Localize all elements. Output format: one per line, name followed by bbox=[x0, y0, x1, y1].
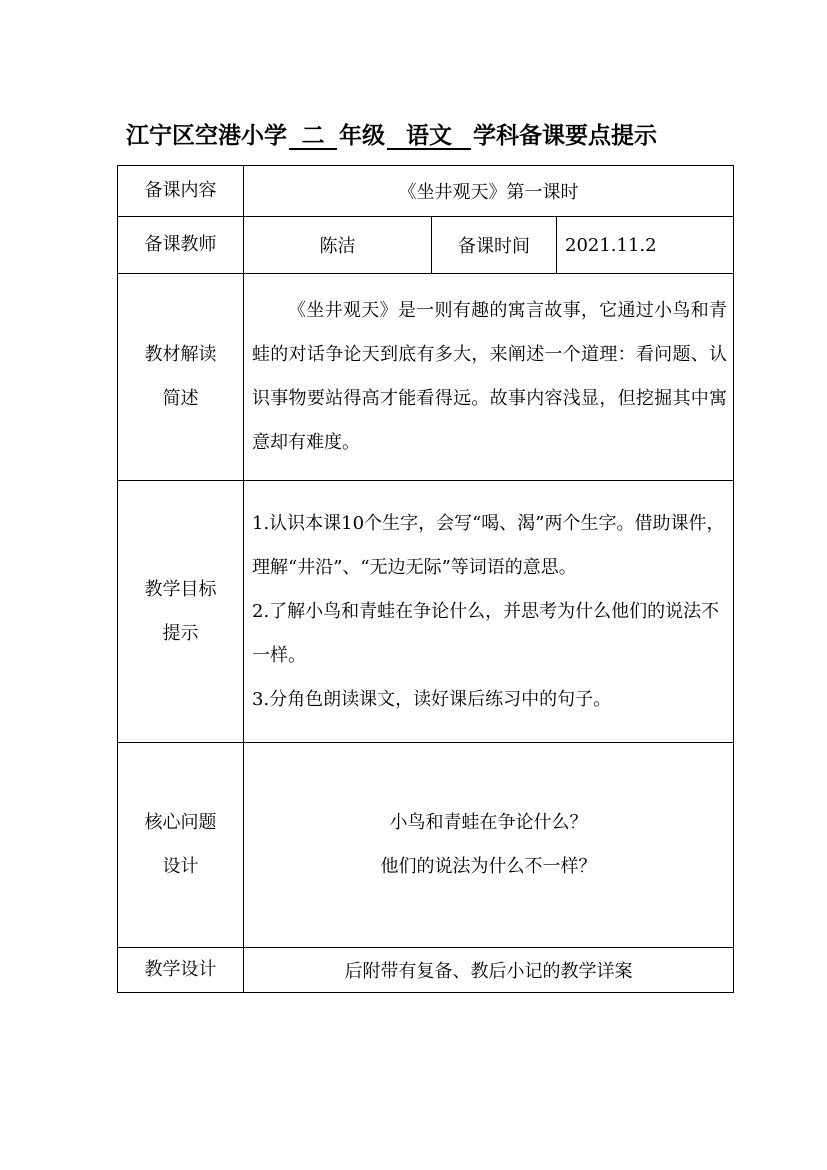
title-subject: 语文 bbox=[387, 124, 471, 150]
table-row bbox=[118, 166, 734, 217]
table-row bbox=[118, 948, 734, 993]
question-label-line-2: 设计 bbox=[162, 856, 199, 877]
core-question: 小鸟和青蛙在争论什么？ bbox=[389, 812, 588, 833]
time-label: 备课时间 bbox=[432, 217, 557, 274]
teacher-label: 备课教师 bbox=[118, 217, 244, 274]
analysis-cell bbox=[244, 274, 734, 481]
goal-item: 3.分角色朗读课文，读好课后练习中的句子。 bbox=[252, 688, 612, 710]
design-value: 后附带有复备、教后小记的教学详案 bbox=[244, 948, 734, 993]
goal-item: 2.了解小鸟和青蛙在争论什么，并思考为什么他们的说法不一样。 bbox=[252, 600, 720, 666]
title-suffix: 学科备课要点提示 bbox=[473, 123, 657, 149]
goals-cell bbox=[244, 481, 734, 743]
time-value: 2021.11.2 bbox=[557, 217, 734, 274]
table-row bbox=[118, 274, 734, 481]
page-title bbox=[126, 118, 726, 154]
title-grade: 二 bbox=[289, 124, 337, 150]
lesson-plan-table bbox=[117, 165, 734, 993]
question-label bbox=[118, 743, 244, 948]
table-row bbox=[118, 743, 734, 948]
design-label: 教学设计 bbox=[118, 948, 244, 993]
teacher-value: 陈洁 bbox=[244, 217, 432, 274]
analysis-text: 《坐井观天》是一则有趣的寓言故事，它通过小鸟和青蛙的对话争论天到底有多大，来阐述一个道理：看问题、认识事物要站得高才能看得远。故事内容浅显，但挖掘其中寓意却有难度。 bbox=[252, 300, 728, 453]
analysis-label-line-1: 教材解读 bbox=[144, 344, 217, 365]
table-row bbox=[118, 217, 734, 274]
question-label-line-1: 核心问题 bbox=[144, 812, 217, 833]
table-row bbox=[118, 481, 734, 743]
content-label: 备课内容 bbox=[118, 166, 244, 217]
title-grade-suffix: 年级 bbox=[339, 123, 385, 149]
goals-label-line-1: 教学目标 bbox=[144, 578, 217, 600]
question-cell bbox=[244, 743, 734, 948]
goals-label-line-2: 提示 bbox=[162, 622, 199, 644]
title-school: 江宁区空港小学 bbox=[126, 123, 287, 149]
analysis-label bbox=[118, 274, 244, 481]
analysis-label-line-2: 简述 bbox=[162, 388, 199, 409]
goal-item: 1.认识本课10个生字，会写“喝、渴”两个生字。借助课件，理解“井沿”、“无边无际”等词语的意思。 bbox=[252, 512, 725, 578]
core-question: 他们的说法为什么不一样？ bbox=[380, 856, 597, 877]
content-value: 《坐井观天》第一课时 bbox=[244, 166, 734, 217]
goals-label bbox=[118, 481, 244, 743]
